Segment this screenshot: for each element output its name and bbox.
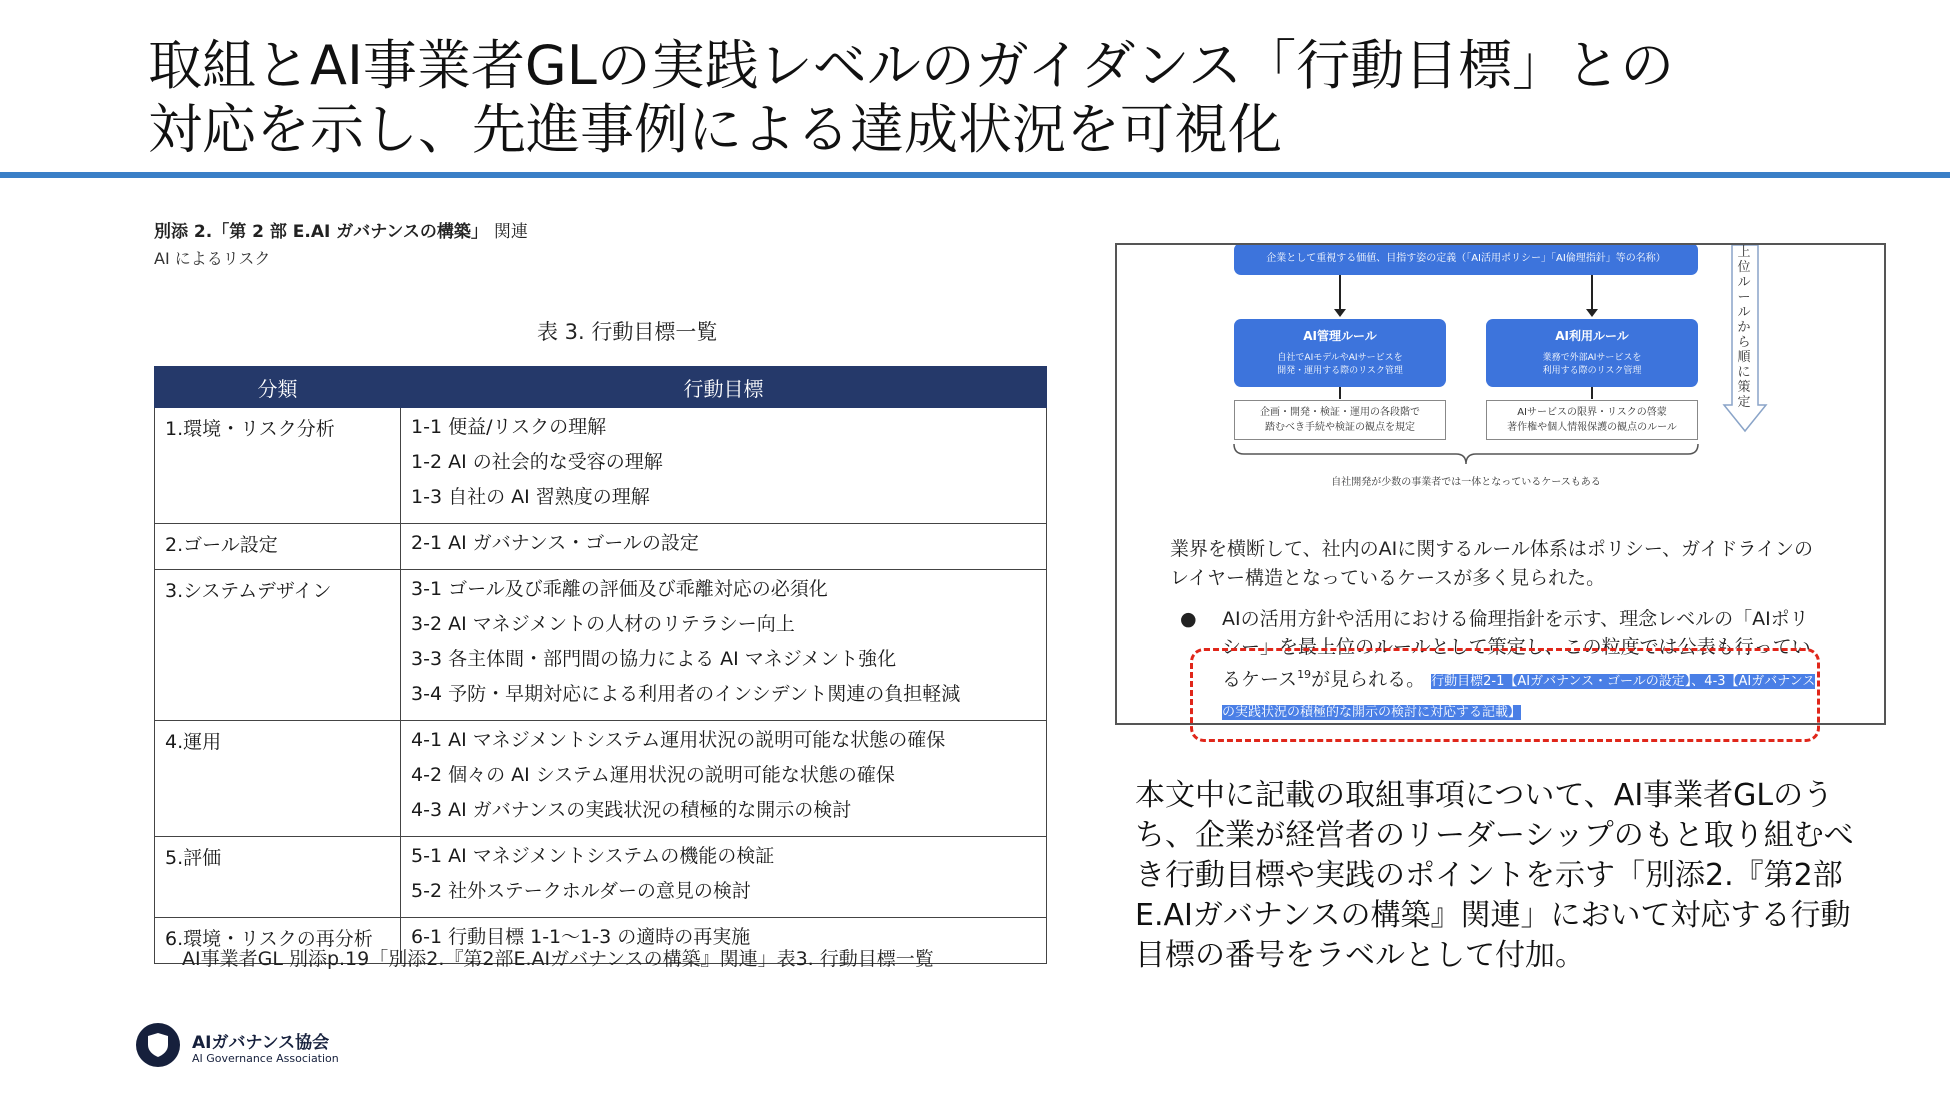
title-line-1: 取組とAI事業者GLの実践レベルのガイダンス「行動目標」との <box>148 34 1675 97</box>
detail-line: 著作権や個人情報保護の観点のルール <box>1507 422 1677 433</box>
category-cell: 2.ゴール設定 <box>155 524 401 570</box>
logo-english-name: AI Governance Association <box>192 1052 339 1065</box>
goal-item: 1-2 AI の社会的な受容の理解 <box>411 451 663 473</box>
ai-management-rule-box <box>1234 319 1446 387</box>
goals-cell <box>401 837 1047 918</box>
goals-cell <box>401 721 1047 837</box>
table-caption: 表 3. 行動目標一覧 <box>537 320 718 344</box>
title-divider <box>0 172 1950 178</box>
ai-management-rule-desc: 自社でAIモデルやAIサービスを <box>1277 353 1403 363</box>
category-cell: 4.運用 <box>155 721 401 837</box>
goal-item: 2-1 AI ガバナンス・ゴールの設定 <box>411 532 699 554</box>
goal-item: 4-1 AI マネジメントシステム運用状況の説明可能な状態の確保 <box>411 729 946 751</box>
highlight-dashed-frame <box>1190 648 1820 742</box>
bullet-dot-icon: ● <box>1180 608 1197 630</box>
shield-logo-icon <box>135 1022 181 1068</box>
slide-description: 本文中に記載の取組事項について、AI事業者GLのうち、企業が経営者のリーダーシップのもと取り組むべき行動目標や実践のポイントを示す「別添2.『第2部E.AIガバナンスの構築』関連」において対応する行動目標の番号をラベルとして付加。 <box>1135 778 1854 973</box>
ai-management-rule-detail <box>1234 400 1446 440</box>
ai-usage-rule-title: AI利用ルール <box>1555 329 1629 343</box>
side-arrow-label: 上位ルールから順に策定 <box>1737 245 1751 410</box>
table-row <box>155 408 1047 524</box>
goal-item: 4-3 AI ガバナンスの実践状況の積極的な開示の検討 <box>411 799 852 821</box>
goal-item: 5-1 AI マネジメントシステムの機能の検証 <box>411 845 775 867</box>
goal-item: 6-1 行動目標 1-1～1-3 の適時の再実施 <box>411 926 751 948</box>
detail-line: 企画・開発・検証・運用の各段階で <box>1260 407 1420 418</box>
policy-top-bar-text: 企業として重視する価値、目指す姿の定義（「AI活用ポリシー」「AI倫理指針」等の名称） <box>1266 253 1666 264</box>
goals-cell <box>401 570 1047 721</box>
annex-subheading: AI によるリスク <box>154 249 271 268</box>
title-line-2: 対応を示し、先進事例による達成状況を可視化 <box>148 98 1282 161</box>
annex-heading-main: 別添 2.「第 2 部 E.AI ガバナンスの構築」 <box>154 222 488 242</box>
goals-cell <box>401 408 1047 524</box>
ai-usage-rule-desc: 利用する際のリスク管理 <box>1542 366 1642 376</box>
goal-item: 4-2 個々の AI システム運用状況の説明可能な状態の確保 <box>411 764 895 786</box>
goal-item: 3-1 ゴール及び乖離の評価及び乖離対応の必須化 <box>411 578 828 600</box>
source-caption: AI事業者GL 別添p.19「別添2.『第2部E.AIガバナンスの構築』関連」表3. 行動目標一覧 <box>182 948 934 970</box>
logo-name: AIガバナンス協会 <box>192 1033 330 1053</box>
ai-management-rule-desc: 開発・運用する際のリスク管理 <box>1277 366 1403 376</box>
table-row <box>155 524 1047 570</box>
category-cell: 1.環境・リスク分析 <box>155 408 401 524</box>
action-goals-table <box>154 366 1047 964</box>
ai-usage-rule-detail <box>1486 400 1698 440</box>
table-row <box>155 721 1047 837</box>
category-cell: 6.環境・リスクの再分析 <box>155 918 401 964</box>
bullet-footnote: 19 <box>1297 668 1312 681</box>
ai-usage-rule-box <box>1486 319 1698 387</box>
ai-management-rule-title: AI管理ルール <box>1303 329 1377 343</box>
ai-usage-rule-desc: 業務で外部AIサービスを <box>1542 353 1642 363</box>
table-row <box>155 837 1047 918</box>
action-goal-label: 、4-3【AIガバナンスの実践状況の積極的な開示の検討に対応する記載】 <box>1222 674 1816 721</box>
detail-line: AIサービスの限界・リスクの啓蒙 <box>1517 407 1667 418</box>
header-category: 分類 <box>155 367 401 408</box>
bullet-text: AIの活用方針や活用における倫理指針を示す、理念レベルの「AIポリシー」を最上位のルールとして策定し、この粒度では公表も行っているケース <box>1222 608 1811 691</box>
goal-item: 1-1 便益/リスクの理解 <box>411 416 607 438</box>
detail-line: 踏むべき手続や検証の観点を規定 <box>1265 422 1415 433</box>
annex-heading-suffix: 関連 <box>493 222 528 242</box>
annex-heading <box>154 217 528 242</box>
goals-cell <box>401 524 1047 570</box>
goal-item: 3-3 各主体間・部門間の協力による AI マネジメント強化 <box>411 648 897 670</box>
slide-title <box>148 34 1848 162</box>
goal-item: 3-2 AI マネジメントの人材のリテラシー向上 <box>411 613 795 635</box>
bullet-tail: が見られる。 <box>1311 668 1426 691</box>
goal-item: 3-4 予防・早期対応による利用者のインシデント関連の負担軽減 <box>411 683 961 705</box>
header-goal: 行動目標 <box>401 367 1047 408</box>
table-row <box>155 570 1047 721</box>
table-header-row <box>155 367 1047 408</box>
goal-item: 1-3 自社の AI 習熟度の理解 <box>411 486 650 508</box>
shared-case-note: 自社開発が少数の事業者では一体となっているケースもある <box>1331 477 1601 488</box>
goal-item: 5-2 社外ステークホルダーの意見の検討 <box>411 880 751 902</box>
grouping-brace <box>1117 440 1884 470</box>
category-cell: 5.評価 <box>155 837 401 918</box>
category-cell: 3.システムデザイン <box>155 570 401 721</box>
action-goal-label: 行動目標2-1【AIガバナンス・ゴールの設定】 <box>1431 674 1692 690</box>
report-paragraph: 業界を横断して、社内のAIに関するルール体系はポリシー、ガイドラインのレイヤー構造となっているケースが多く見られた。 <box>1170 538 1813 589</box>
